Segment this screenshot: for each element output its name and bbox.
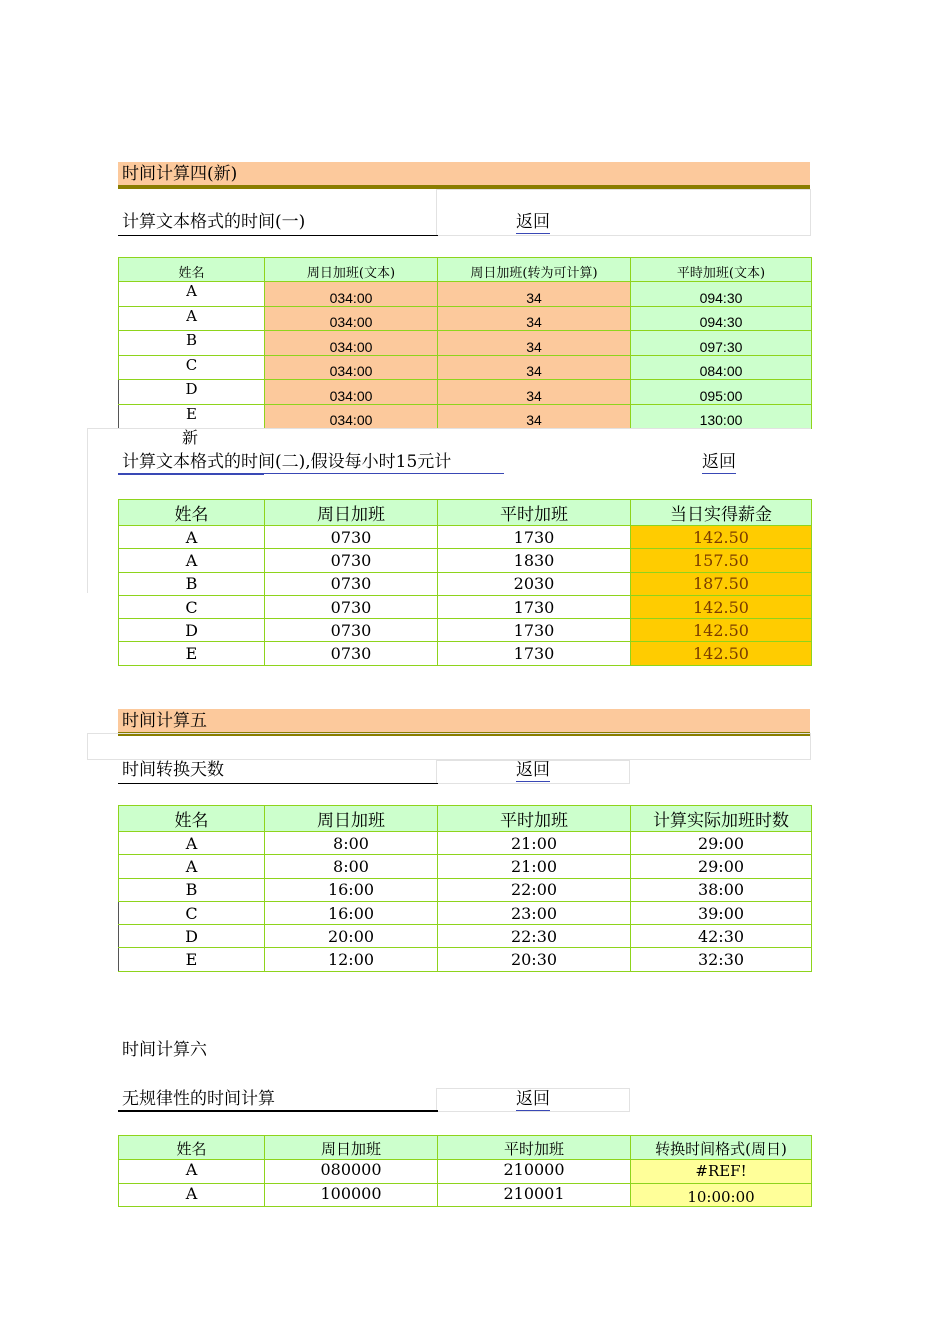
cell-outline xyxy=(436,189,811,236)
header-salary: 当日实得薪金 xyxy=(631,500,812,526)
cell-weekday: 1730 xyxy=(438,642,631,665)
header-converted-time: 转换时间格式(周日) xyxy=(631,1136,812,1160)
cell-sunday-calc: 34 xyxy=(438,282,631,307)
cell-sunday: 080000 xyxy=(265,1160,438,1184)
cell-sunday: 8:00 xyxy=(265,855,438,878)
table-row xyxy=(119,331,812,356)
cell-salary: 187.50 xyxy=(631,572,812,595)
cell-sunday-calc: 34 xyxy=(438,331,631,356)
header-name: 姓名 xyxy=(119,258,265,282)
header-sunday-calc: 周日加班(转为可计算) xyxy=(438,258,631,282)
cell-converted-time: 10:00:00 xyxy=(631,1183,812,1207)
cell-weekday-text: 097:30 xyxy=(631,331,812,356)
cell-weekday-text: 130:00 xyxy=(631,404,812,429)
header-name: 姓名 xyxy=(119,1136,265,1160)
cell-weekday: 20:30 xyxy=(438,948,631,971)
cell-sunday: 8:00 xyxy=(265,832,438,855)
table-irregular-time xyxy=(118,1135,812,1207)
cell-salary: 157.50 xyxy=(631,549,812,572)
cell-sunday: 0730 xyxy=(265,572,438,595)
cell-salary: 142.50 xyxy=(631,619,812,642)
cell-name: A xyxy=(119,1183,265,1207)
cell-weekday-text: 094:30 xyxy=(631,282,812,307)
cell-sunday-calc: 34 xyxy=(438,404,631,429)
table-row xyxy=(119,878,812,901)
cell-sunday-text: 034:00 xyxy=(265,404,438,429)
cell-weekday: 1830 xyxy=(438,549,631,572)
cell-sunday-text: 034:00 xyxy=(265,380,438,405)
table-row xyxy=(119,925,812,948)
cell-total-hours: 29:00 xyxy=(631,855,812,878)
section4-sub1-title: 计算文本格式的时间(一) xyxy=(118,210,438,236)
cell-sunday-text: 034:00 xyxy=(265,331,438,356)
cell-name: E xyxy=(119,404,265,429)
cell-sunday-calc: 34 xyxy=(438,306,631,331)
cell-weekday: 2030 xyxy=(438,572,631,595)
cell-name: A xyxy=(119,306,265,331)
cell-name: D xyxy=(119,380,265,405)
table-row xyxy=(119,572,812,595)
cell-converted-time: #REF! xyxy=(631,1160,812,1184)
cell-weekday: 210000 xyxy=(438,1160,631,1184)
cell-sunday: 16:00 xyxy=(265,901,438,924)
header-sunday: 周日加班 xyxy=(265,500,438,526)
back-link[interactable]: 返回 xyxy=(516,1089,550,1109)
cell-name: A xyxy=(119,282,265,307)
cell-weekday: 1730 xyxy=(438,595,631,618)
cell-name: C xyxy=(119,595,265,618)
cell-total-hours: 32:30 xyxy=(631,948,812,971)
table-row xyxy=(119,901,812,924)
table-row xyxy=(119,1160,812,1184)
header-weekday: 平时加班 xyxy=(438,500,631,526)
cell-sunday: 0730 xyxy=(265,619,438,642)
cell-name: E xyxy=(119,948,265,971)
table-overtime-hours xyxy=(118,805,812,972)
cell-total-hours: 39:00 xyxy=(631,901,812,924)
header-name: 姓名 xyxy=(119,806,265,832)
cell-outline xyxy=(87,733,811,760)
cell-sunday-text: 034:00 xyxy=(265,282,438,307)
back-link[interactable]: 返回 xyxy=(702,452,736,472)
table-row xyxy=(119,1183,812,1207)
header-weekday-text: 平時加班(文本) xyxy=(631,258,812,282)
table-row xyxy=(119,832,812,855)
cell-name: B xyxy=(119,331,265,356)
cell-total-hours: 42:30 xyxy=(631,925,812,948)
table-row xyxy=(119,355,812,380)
section6-title: 时间计算六 xyxy=(122,1040,207,1060)
section4-title: 时间计算四(新) xyxy=(118,162,810,188)
table-row xyxy=(119,282,812,307)
cell-weekday: 22:30 xyxy=(438,925,631,948)
cell-sunday: 16:00 xyxy=(265,878,438,901)
header-weekday: 平时加班 xyxy=(438,1136,631,1160)
cell-name: A xyxy=(119,549,265,572)
cell-weekday: 23:00 xyxy=(438,901,631,924)
header-weekday: 平时加班 xyxy=(438,806,631,832)
back-link[interactable]: 返回 xyxy=(516,212,550,232)
back-link[interactable]: 返回 xyxy=(516,760,550,780)
table-row xyxy=(119,855,812,878)
header-sunday-text: 周日加班(文本) xyxy=(265,258,438,282)
cell-name: C xyxy=(119,355,265,380)
cell-weekday-text: 095:00 xyxy=(631,380,812,405)
table-row xyxy=(119,526,812,549)
new-label: 新 xyxy=(182,428,199,447)
cell-sunday: 12:00 xyxy=(265,948,438,971)
cell-name: A xyxy=(119,832,265,855)
cell-weekday: 21:00 xyxy=(438,855,631,878)
table-row xyxy=(119,306,812,331)
cell-sunday-calc: 34 xyxy=(438,380,631,405)
table-row xyxy=(119,595,812,618)
table-row xyxy=(119,642,812,665)
cell-sunday: 100000 xyxy=(265,1183,438,1207)
table-row xyxy=(119,549,812,572)
cell-salary: 142.50 xyxy=(631,642,812,665)
table-row xyxy=(119,619,812,642)
cell-salary: 142.50 xyxy=(631,595,812,618)
cell-name: D xyxy=(119,619,265,642)
cell-weekday: 1730 xyxy=(438,526,631,549)
section5-title: 时间计算五 xyxy=(118,709,810,735)
cell-name: B xyxy=(119,878,265,901)
cell-weekday: 1730 xyxy=(438,619,631,642)
header-sunday: 周日加班 xyxy=(265,1136,438,1160)
header-total-hours: 计算实际加班时数 xyxy=(631,806,812,832)
cell-name: E xyxy=(119,642,265,665)
section6-sub-title: 无规律性的时间计算 xyxy=(118,1087,438,1112)
underline-accent xyxy=(118,473,264,475)
cell-sunday-text: 034:00 xyxy=(265,355,438,380)
cell-name: A xyxy=(119,526,265,549)
header-sunday: 周日加班 xyxy=(265,806,438,832)
cell-weekday: 22:00 xyxy=(438,878,631,901)
cell-name: A xyxy=(119,1160,265,1184)
cell-weekday-text: 084:00 xyxy=(631,355,812,380)
cell-name: A xyxy=(119,855,265,878)
cell-total-hours: 29:00 xyxy=(631,832,812,855)
cell-sunday: 0730 xyxy=(265,526,438,549)
table-overtime-text xyxy=(118,257,812,429)
table-row xyxy=(119,380,812,405)
cell-sunday: 0730 xyxy=(265,642,438,665)
section4-sub2-title: 计算文本格式的时间(二),假设每小时15元计 xyxy=(118,450,504,474)
table-row xyxy=(119,404,812,429)
table-salary xyxy=(118,499,812,666)
cell-weekday: 210001 xyxy=(438,1183,631,1207)
cell-name: D xyxy=(119,925,265,948)
cell-weekday-text: 094:30 xyxy=(631,306,812,331)
table-row xyxy=(119,948,812,971)
cell-name: B xyxy=(119,572,265,595)
cell-weekday: 21:00 xyxy=(438,832,631,855)
cell-name: C xyxy=(119,901,265,924)
cell-sunday: 20:00 xyxy=(265,925,438,948)
section5-sub-title: 时间转换天数 xyxy=(118,758,438,784)
cell-sunday-text: 034:00 xyxy=(265,306,438,331)
header-name: 姓名 xyxy=(119,500,265,526)
cell-sunday: 0730 xyxy=(265,549,438,572)
cell-sunday: 0730 xyxy=(265,595,438,618)
cell-total-hours: 38:00 xyxy=(631,878,812,901)
cell-sunday-calc: 34 xyxy=(438,355,631,380)
cell-salary: 142.50 xyxy=(631,526,812,549)
